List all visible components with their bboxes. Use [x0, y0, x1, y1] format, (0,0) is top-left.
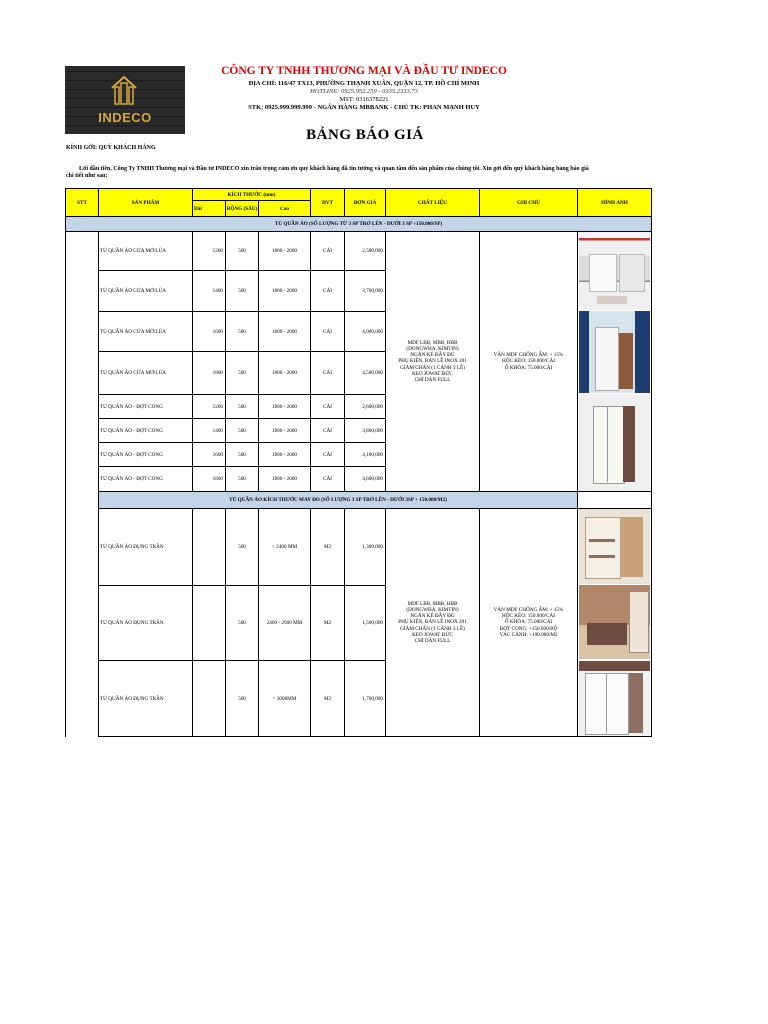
price-value: 2,600,000 [344, 394, 386, 419]
wardrobe-photo [579, 232, 650, 310]
header-unit: ĐVT [310, 188, 345, 217]
height-value: > 3000MM [258, 660, 311, 737]
length-value [192, 508, 226, 586]
price-notes: VÂN MDF CHỐNG ẨM: + 15% HỘC KÉO: 150.000/CÁI Ổ KHÓA: 75.000/CÁI ĐỢT CONG: +150.000/BỘ VÁC CÁNH: +100.000/M2 [479, 508, 578, 737]
depth-value: 500 [225, 585, 259, 661]
product-name: TỦ QUẦN ÁO - ĐỢT CONG [98, 466, 193, 492]
header-material: CHẤT LIỆU [385, 188, 480, 217]
product-name: TỦ QUẦN ÁO CỬA MỞ/LÙA [98, 311, 193, 352]
header-depth: RỘNG (SÂU) [225, 200, 259, 217]
price-value: 3,700,000 [344, 270, 386, 312]
house-logo-icon [109, 74, 139, 106]
height-value: 1800 - 2000 [258, 270, 311, 312]
price-value: 4,500,000 [344, 351, 386, 395]
length-value: 1400 [192, 270, 226, 312]
product-name: TỦ QUẦN ÁO - ĐỢT CONG [98, 442, 193, 467]
unit-value: CÁI [310, 311, 345, 352]
header-length: Dài [192, 200, 226, 217]
depth-value: 500 [225, 311, 259, 352]
depth-value: 500 [225, 270, 259, 312]
length-value [192, 660, 226, 737]
unit-value: CÁI [310, 394, 345, 419]
length-value: 1200 [192, 394, 226, 419]
section-title: TỦ QUẦN ÁO KÍCH THƯỚC MAY ĐO (SỐ LƯỢNG 3 SP TRỞ LÊN - DƯỚI 3SP + 150.000/M2) [98, 491, 578, 509]
product-name: TỦ QUẦN ÁO CỬA MỞ/LÙA [98, 351, 193, 395]
price-value: 2,500,000 [344, 231, 386, 271]
depth-value: 500 [225, 508, 259, 586]
length-value: 1800 [192, 466, 226, 492]
logo-text: INDECO [98, 110, 152, 125]
wardrobe-photo [579, 661, 650, 736]
company-tax-code: MST: 0316378221 [339, 96, 389, 103]
length-value [192, 585, 226, 661]
depth-value: 500 [225, 442, 259, 467]
header-price: ĐƠN GIÁ [344, 188, 386, 217]
length-value: 1400 [192, 418, 226, 443]
height-value: 1800 - 2000 [258, 311, 311, 352]
depth-value: 500 [225, 231, 259, 271]
wardrobe-photo [579, 585, 650, 659]
length-value: 1800 [192, 351, 226, 395]
height-value: 1800 - 2000 [258, 442, 311, 467]
stt-column [65, 231, 99, 737]
document-title: BẢNG BÁO GIÁ [306, 127, 424, 143]
unit-value: CÁI [310, 231, 345, 271]
table-border [651, 492, 652, 737]
greeting: KÍNH GỞI: QUÝ KHÁCH HÀNG [66, 145, 156, 151]
product-name: TỦ QUẦN ÁO ĐỤNG TRẦN [98, 660, 193, 737]
height-value: 1800 - 2000 [258, 418, 311, 443]
height-value: 1800 - 2000 [258, 466, 311, 492]
company-name: CÔNG TY TNHH THƯƠNG MẠI VÀ ĐẦU TƯ INDECO [221, 65, 507, 77]
unit-value: CÁI [310, 466, 345, 492]
price-notes: VÂN MDF CHỐNG ẨM: + 15% HỘC KÉO: 150.000/CÁI Ổ KHÓA: 75.000/CÁI [479, 231, 578, 492]
price-value: 4,000,000 [344, 311, 386, 352]
header-image: HÌNH ẢNH [577, 188, 652, 217]
company-address: ĐỊA CHỈ: 116/47 TX13, PHƯỜNG THẠNH XUÂN, QUẬN 12, TP. HỒ CHÍ MINH [248, 80, 480, 87]
product-name: TỦ QUẦN ÁO - ĐỢT CONG [98, 394, 193, 419]
unit-value: M2 [310, 660, 345, 737]
depth-value: 500 [225, 466, 259, 492]
price-value: 4,100,000 [344, 442, 386, 467]
wardrobe-photo [579, 509, 650, 584]
length-value: 1200 [192, 231, 226, 271]
price-value: 4,600,000 [344, 466, 386, 492]
material-description: MDF LBB, MBB, HBB (DONGWHA, KIMTIN) NGĂN KÉ ĐẦY ĐỦ PHỤ KIỆN, BẢN LỀ INOX 201 GIẢM CHẤN (1 CÁNH 3 LỀ) KEO JOWAT ĐỨC CHỈ DÁN FULL [385, 508, 480, 737]
unit-value: CÁI [310, 351, 345, 395]
price-value: 1,500,000 [344, 585, 386, 661]
price-value: 3,800,000 [344, 418, 386, 443]
company-hotline: HOTLINE: 0925.952.259 - 0335.2333.73 [310, 88, 418, 95]
height-value: < 2400 MM [258, 508, 311, 586]
height-value: 1800 - 2000 [258, 394, 311, 419]
length-value: 1600 [192, 311, 226, 352]
material-description: MDF LBB, MBB, HBB (DONGWHA, KIMTIN) NGĂN KÉ ĐẦY ĐỦ PHỤ KIỆN, BẢN LỀ INOX 201 GIẢM CHẤN (1 CÁNH 3 LỀ) KEO JOWAT ĐỨC CHỈ DÁN FULL [385, 231, 480, 492]
header-stt: STT [65, 188, 99, 217]
unit-value: CÁI [310, 442, 345, 467]
unit-value: M2 [310, 585, 345, 661]
header-product: SẢN PHẨM [98, 188, 193, 217]
depth-value: 500 [225, 394, 259, 419]
product-name: TỦ QUẦN ÁO CỬA MỞ/LÙA [98, 231, 193, 271]
image-cell [577, 491, 652, 509]
price-value: 1,700,000 [344, 660, 386, 737]
header-size: KÍCH THƯỚC (mm) [192, 188, 311, 201]
depth-value: 500 [225, 418, 259, 443]
product-name: TỦ QUẦN ÁO ĐỤNG TRẦN [98, 585, 193, 661]
depth-value: 500 [225, 351, 259, 395]
unit-value: M2 [310, 508, 345, 586]
depth-value: 500 [225, 660, 259, 737]
company-bank-account: STK: 0925.999.999.999 - NGÂN HÀNG MBBANK - CHỦ TK: PHAN MẠNH HUY [248, 104, 480, 111]
unit-value: CÁI [310, 270, 345, 312]
company-logo [65, 66, 185, 134]
height-value: 1800 - 2000 [258, 231, 311, 271]
header-note: GHI CHÚ [479, 188, 578, 217]
product-name: TỦ QUẦN ÁO - ĐỢT CONG [98, 418, 193, 443]
height-value: 1800 - 2000 [258, 351, 311, 395]
length-value: 1600 [192, 442, 226, 467]
wardrobe-photo [579, 311, 650, 393]
price-value: 1,300,000 [344, 508, 386, 586]
unit-value: CÁI [310, 418, 345, 443]
section-title: TỦ QUẦN ÁO (SỐ LƯỢNG TỪ 3 SP TRỞ LÊN - DƯỚI 3 SP +150.000/SP) [65, 216, 652, 232]
height-value: 2400 - 2900 MM [258, 585, 311, 661]
wardrobe-photo [579, 394, 650, 491]
header-height: Cao [258, 200, 311, 217]
product-name: TỦ QUẦN ÁO CỬA MỞ/LÙA [98, 270, 193, 312]
intro-paragraph: Lời đầu tiên, Công Ty TNHH Thương mại và Đầu tư INDECO xin trân trọng cảm ơn quý khách hàng đã tin tưởng và quan tâm đến sản phẩm của chúng tôi. Xin gởi đến quý khách hàng bảng báo giá chi tiết như sau: [66, 166, 589, 179]
product-name: TỦ QUẦN ÁO ĐỤNG TRẦN [98, 508, 193, 586]
